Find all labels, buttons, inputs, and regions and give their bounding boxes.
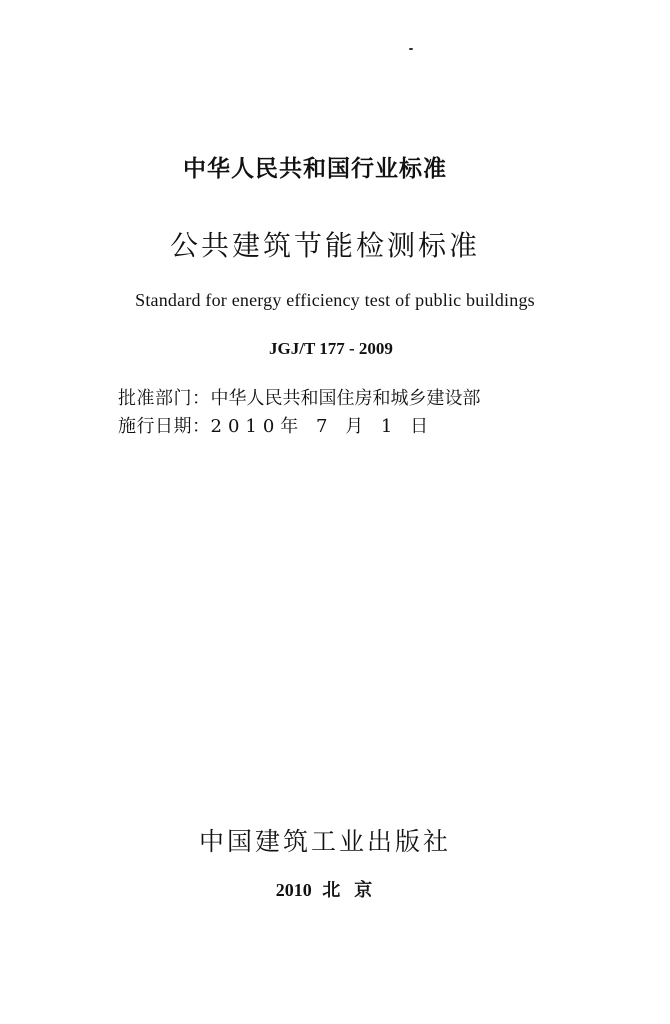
effective-value: 2010年 7 月 1 日: [210, 416, 435, 437]
publication-year: 2010: [275, 880, 312, 900]
effective-date: [118, 412, 434, 438]
approval-department: [118, 384, 481, 410]
standard-code: JGJ/T 177 - 2009: [269, 339, 393, 358]
effective-label: 施行日期：: [118, 416, 211, 437]
standard-title-chinese: 公共建筑节能检测标准: [169, 229, 480, 262]
publication-info: [0, 876, 666, 902]
series-title: 中华人民共和国行业标准: [183, 156, 447, 182]
approval-value: 中华人民共和国住房和城乡建设部: [210, 388, 481, 409]
approval-label: 批准部门：: [118, 388, 211, 409]
publication-city: 北京: [322, 880, 387, 901]
standard-title-english: Standard for energy efficiency test of public buildings: [135, 290, 535, 310]
publisher-name: 中国建筑工业出版社: [198, 827, 451, 856]
scan-speck: [409, 48, 413, 50]
